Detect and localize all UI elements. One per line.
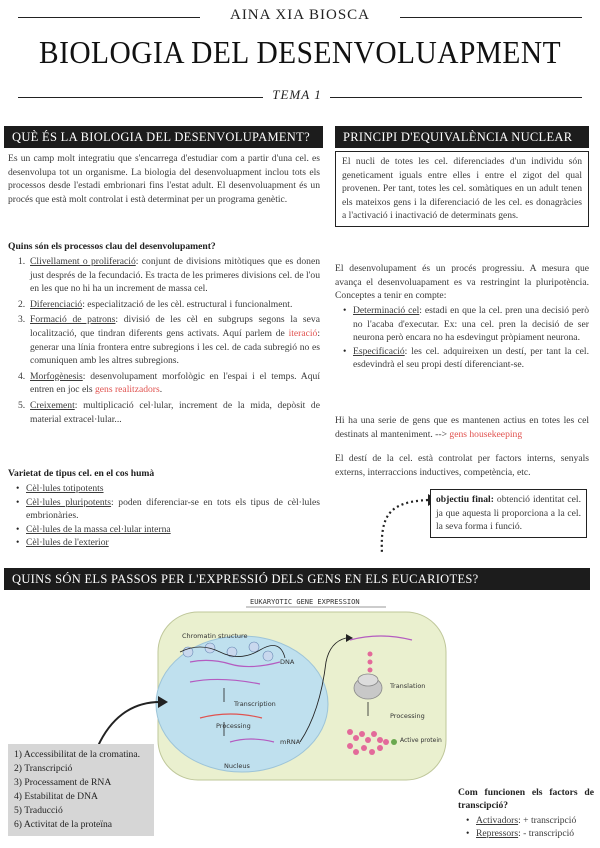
expression-step: 5) Traducció xyxy=(14,805,63,816)
label-processing-left: Processing xyxy=(216,722,251,730)
process-number: 5. xyxy=(18,399,26,411)
process-number: 3. xyxy=(18,314,26,326)
section-heading-equivalencia: PRINCIPI D'EQUIVALÈNCIA NUCLEAR xyxy=(335,126,589,148)
equivalencia-box-text: El nucli de totes les cel. diferenciades d'un individu són geneticament iguals entre elles i entre el zigot del qual provenen. Per tant, totes les cel. somàtiques en un adult tenen els mateixos gens i la diferenciació de les cel. es donagràcies a l'activació i inactivació de determinats gens. xyxy=(342,156,582,222)
expression-steps-list xyxy=(14,748,148,832)
process-text: : conjunt de divisions mitòtiques que es donen just després de la fecundació. Es tracta de les primeres divisions cel. de l'ou en les que no hi ha un increment de massa cel. xyxy=(30,256,321,295)
process-text: : especialització de les cèl. estructural i funcionalment. xyxy=(82,298,293,310)
process-text: : desenvolupament morfològic en l'espai i el temps. Aquí entren en joc els xyxy=(30,370,320,396)
objectiu-label: objectiu final: xyxy=(436,494,494,505)
progressive-paragraph: El desenvolupament és un procés progressiu. A mesura que avança el desenvoluapament es va restringint la pluripotència. Conceptes a tenir en compte: xyxy=(335,263,589,302)
factor-text: : + transcripció xyxy=(518,815,577,826)
process-term: Diferenciació xyxy=(30,298,83,310)
cell-type-item xyxy=(8,482,320,496)
process-number: 1. xyxy=(18,256,26,267)
housekeeping-text: Hi ha una serie de gens que es mantenen actius en totes les cel destinats al manteniment. --> xyxy=(335,415,589,440)
concepts-list xyxy=(335,304,589,372)
process-item xyxy=(8,313,320,367)
expression-steps-box xyxy=(8,744,154,836)
process-text: : multiplicació cel·lular, increment de la mida, depòsit de material extracel·lular... xyxy=(30,399,320,425)
process-highlight: iteració xyxy=(288,327,318,339)
concept-text: : les cel. adquireixen un destí, per tant la cel. esdevindrà el seu propi destí diferenciant-se. xyxy=(353,345,589,371)
concept-item xyxy=(335,304,589,345)
gene-expression-diagram xyxy=(150,592,450,782)
expression-step: 3) Processament de RNA xyxy=(14,777,112,788)
process-number: 4. xyxy=(18,370,26,382)
label-nucleus: Nucleus xyxy=(224,762,250,770)
process-text: : divisió de les cèl en subgrups segons la seva localització, que tindran diferents gens activats. Aquí parlem de xyxy=(30,314,320,339)
expression-step: 6) Activitat de la proteïna xyxy=(14,819,113,830)
concept-term: Especificació xyxy=(353,345,405,357)
steps-arrow xyxy=(90,690,170,750)
label-dna: DNA xyxy=(280,658,295,666)
factor-text: : - transcripció xyxy=(518,828,575,839)
process-term: Formació de patrons xyxy=(30,314,116,326)
factor-item xyxy=(458,827,594,840)
expression-step: 2) Transcripció xyxy=(14,763,73,774)
dotted-arrow xyxy=(360,484,440,564)
concept-item xyxy=(335,345,589,372)
header-rule-left xyxy=(18,17,200,18)
process-term: Clivellament o proliferació xyxy=(30,256,136,267)
cell-type-term: Cèl·lules de la massa cel·lular interna xyxy=(26,523,171,535)
process-term: Creixement xyxy=(30,399,75,411)
tema-rule-left xyxy=(18,97,263,98)
author-name: AINA XIA BIOSCA xyxy=(229,7,370,23)
intro-paragraph: Es un camp molt integratiu que s'encarrega d'estudiar com a partir d'una cel. es desenvolupa tot un organisme. La biologia del desenvoluapment inclou tots els processos desde l'estadi embrionari fins l'estat adult. El desenvoluapment és un procés que està molt controlat i està determinat per un programa genètic. xyxy=(8,153,320,205)
cell-type-term: Cèl·lules pluripotents xyxy=(26,496,112,508)
factor-term: Repressors xyxy=(476,828,519,839)
process-item xyxy=(8,255,320,296)
process-text-cont: : generar una línia frontera entre subregions i les cel. de cada subregió no es comuniquen amb les altres subregions. xyxy=(30,327,320,367)
objectiu-text: obtenció identitat cel. ja que aquesta li proporciona a la cel. la seva forma i funció. xyxy=(436,494,581,533)
header-rule-right xyxy=(400,17,582,18)
factors-list xyxy=(458,814,594,840)
diagram-title: EUKARYOTIC GENE EXPRESSION xyxy=(250,598,360,606)
label-mrna: mRNA xyxy=(280,738,301,746)
cell-types-title: Varietat de tipus cel. en el cos humà xyxy=(8,468,155,479)
process-item xyxy=(8,399,320,426)
tema-label: TEMA 1 xyxy=(272,87,322,102)
section-heading-biologia: QUÈ ÉS LA BIOLOGIA DEL DESENVOLUPAMENT? xyxy=(4,126,323,148)
label-processing-right: Processing xyxy=(390,712,425,720)
process-item xyxy=(8,298,320,312)
equivalencia-box xyxy=(335,151,589,227)
concept-text: : estadi en que la cel. pren una decisió però no l'acaba d'executar. Ex: una cel. pren la decisió de ser neurona però encara no ha esdevingut pròpiament neurona. xyxy=(353,305,589,344)
expression-step: 4) Estabilitat de DNA xyxy=(14,791,98,802)
label-translation: Translation xyxy=(390,682,426,690)
process-number: 2. xyxy=(18,298,26,310)
cell-type-item xyxy=(8,496,320,523)
process-term: Morfogènesis xyxy=(30,370,83,382)
label-chromatin: Chromatin structure xyxy=(182,632,248,640)
processes-question: Quins són els processos clau del desenvolupament? xyxy=(8,241,216,252)
housekeeping-term: gens housekeeping xyxy=(449,428,523,440)
cell-type-text: : poden diferenciar-se en tots els tipus de cèl·lules embrionàries. xyxy=(26,496,320,522)
process-highlight: gens realitzadors xyxy=(95,384,160,396)
destiny-paragraph: El destí de la cel. està controlat per factors interns, senyals externs, interraccions inductives, competència, etc. xyxy=(335,453,589,478)
cell-type-item xyxy=(8,536,320,550)
process-item xyxy=(8,370,320,397)
label-transcription: Transcription xyxy=(234,700,276,708)
process-text-cont: . xyxy=(159,384,163,396)
factor-item xyxy=(458,814,594,827)
objectiu-box xyxy=(430,489,587,538)
cell-type-term: Cèl·lules de l'exterior xyxy=(26,537,109,549)
cell-type-term: Cèl·lules totipotents xyxy=(26,483,104,494)
section-heading-expressio: QUINS SÓN ELS PASSOS PER L'EXPRESSIÓ DELS GENS EN ELS EUCARIOTES? xyxy=(4,568,590,590)
expression-step: 1) Accessibilitat de la cromatina. xyxy=(14,749,141,760)
factors-question: Com funcionen els factors de transcipció? xyxy=(458,787,594,811)
concept-term: Determinació cel xyxy=(353,305,420,316)
cell-types-list xyxy=(8,482,320,550)
label-active-protein: Active protein xyxy=(400,737,442,744)
cell-type-item xyxy=(8,523,320,537)
page-title: BIOLOGIA DEL DESENVOLUAPMENT xyxy=(38,34,562,70)
tema-rule-right xyxy=(330,97,582,98)
processes-list xyxy=(8,255,320,428)
factor-term: Activadors xyxy=(476,815,519,826)
housekeeping-paragraph xyxy=(335,414,589,441)
